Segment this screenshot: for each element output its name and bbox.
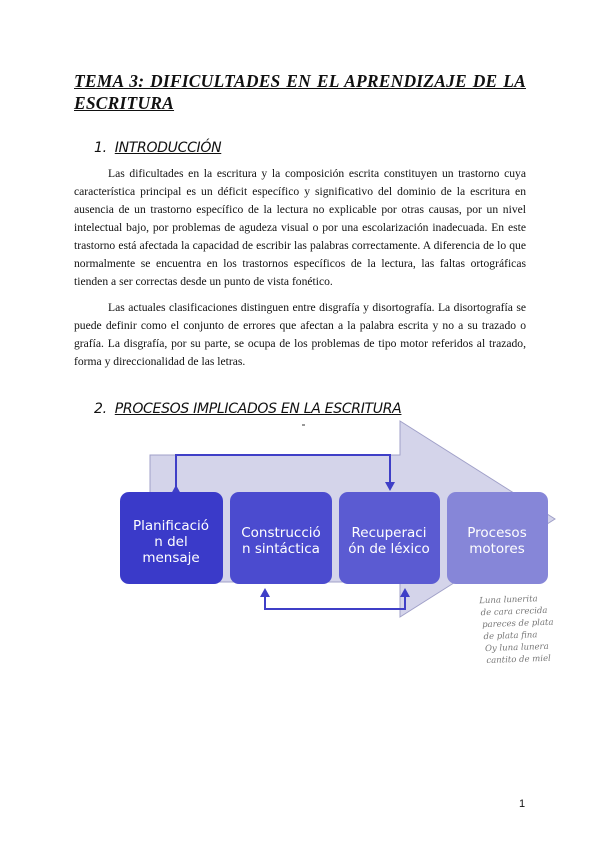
title-line-2: ESCRITURA bbox=[74, 93, 175, 113]
handwriting-line-1: Luna lunerita bbox=[479, 594, 538, 607]
section-2-number: 2. bbox=[94, 401, 107, 417]
page-number: 1 bbox=[519, 798, 526, 810]
box-2-line-1: Construcció bbox=[241, 525, 321, 541]
paragraph-1: Las dificultades en la escritura y la composición escrita constituyen un trastorno cuya característica principal es un déficit específico y significativo del dominio de la escritura en ausencia de un trastorno específico de la lectura no explicable por otras causas, por un nivel intelectual bajo, por problemas de agudeza visual o por una escolarización inadecuada. En este trastorno está afectada la capacidad de escribir las palabras correctamente. A diferencia de lo que normalmente se encuentra en los trastornos específicos de la lectura, las faltas ortográficas tienden a ser correctas desde un punto de vista fonético. bbox=[74, 167, 526, 288]
handwriting-line-6: cantito de miel bbox=[486, 653, 551, 667]
process-box-motores bbox=[447, 492, 548, 584]
process-box-construccion bbox=[230, 492, 332, 584]
process-box-recuperacion bbox=[339, 492, 440, 584]
box-4-line-1: Procesos bbox=[467, 525, 527, 541]
bottom-connector-arrow bbox=[265, 593, 405, 609]
section-1-number: 1. bbox=[94, 140, 107, 156]
bottom-arrowhead-left bbox=[260, 588, 270, 597]
box-2-line-2: n sintáctica bbox=[242, 541, 320, 557]
paragraph-2: Las actuales clasificaciones distinguen entre disgrafía y disortografía. La disortografía se puede definir como el conjunto de errores que afectan a la palabra escrita y no a su trazado o grafía. La disgrafía, por su parte, se ocupa de los problemas de tipo motor referidos al trazado, forma y direccionalidad de las letras. bbox=[74, 301, 526, 368]
box-4-line-2: motores bbox=[469, 541, 525, 557]
section-2-title: PROCESOS IMPLICADOS EN LA ESCRITURA bbox=[114, 401, 402, 417]
handwriting-line-2: de cara crecida bbox=[480, 605, 548, 619]
box-3-line-2: ón de léxico bbox=[348, 541, 430, 557]
box-3-line-1: Recuperaci bbox=[351, 525, 427, 541]
box-1-line-2: n del bbox=[154, 534, 188, 550]
handwriting-line-4: de plata fina bbox=[483, 630, 538, 643]
title-line-1: TEMA 3: DIFICULTADES EN EL APRENDIZAJE DE LA bbox=[74, 71, 526, 91]
process-box-planificacion bbox=[120, 492, 223, 584]
section-1-title: INTRODUCCIÓN bbox=[114, 140, 222, 156]
handwriting-line-3: pareces de plata bbox=[481, 617, 554, 631]
box-1-line-3: mensaje bbox=[142, 550, 200, 566]
handwriting-sample bbox=[478, 594, 555, 667]
handwriting-line-5: Oy luna lunera bbox=[484, 641, 549, 655]
box-1-line-1: Planificació bbox=[132, 518, 210, 534]
